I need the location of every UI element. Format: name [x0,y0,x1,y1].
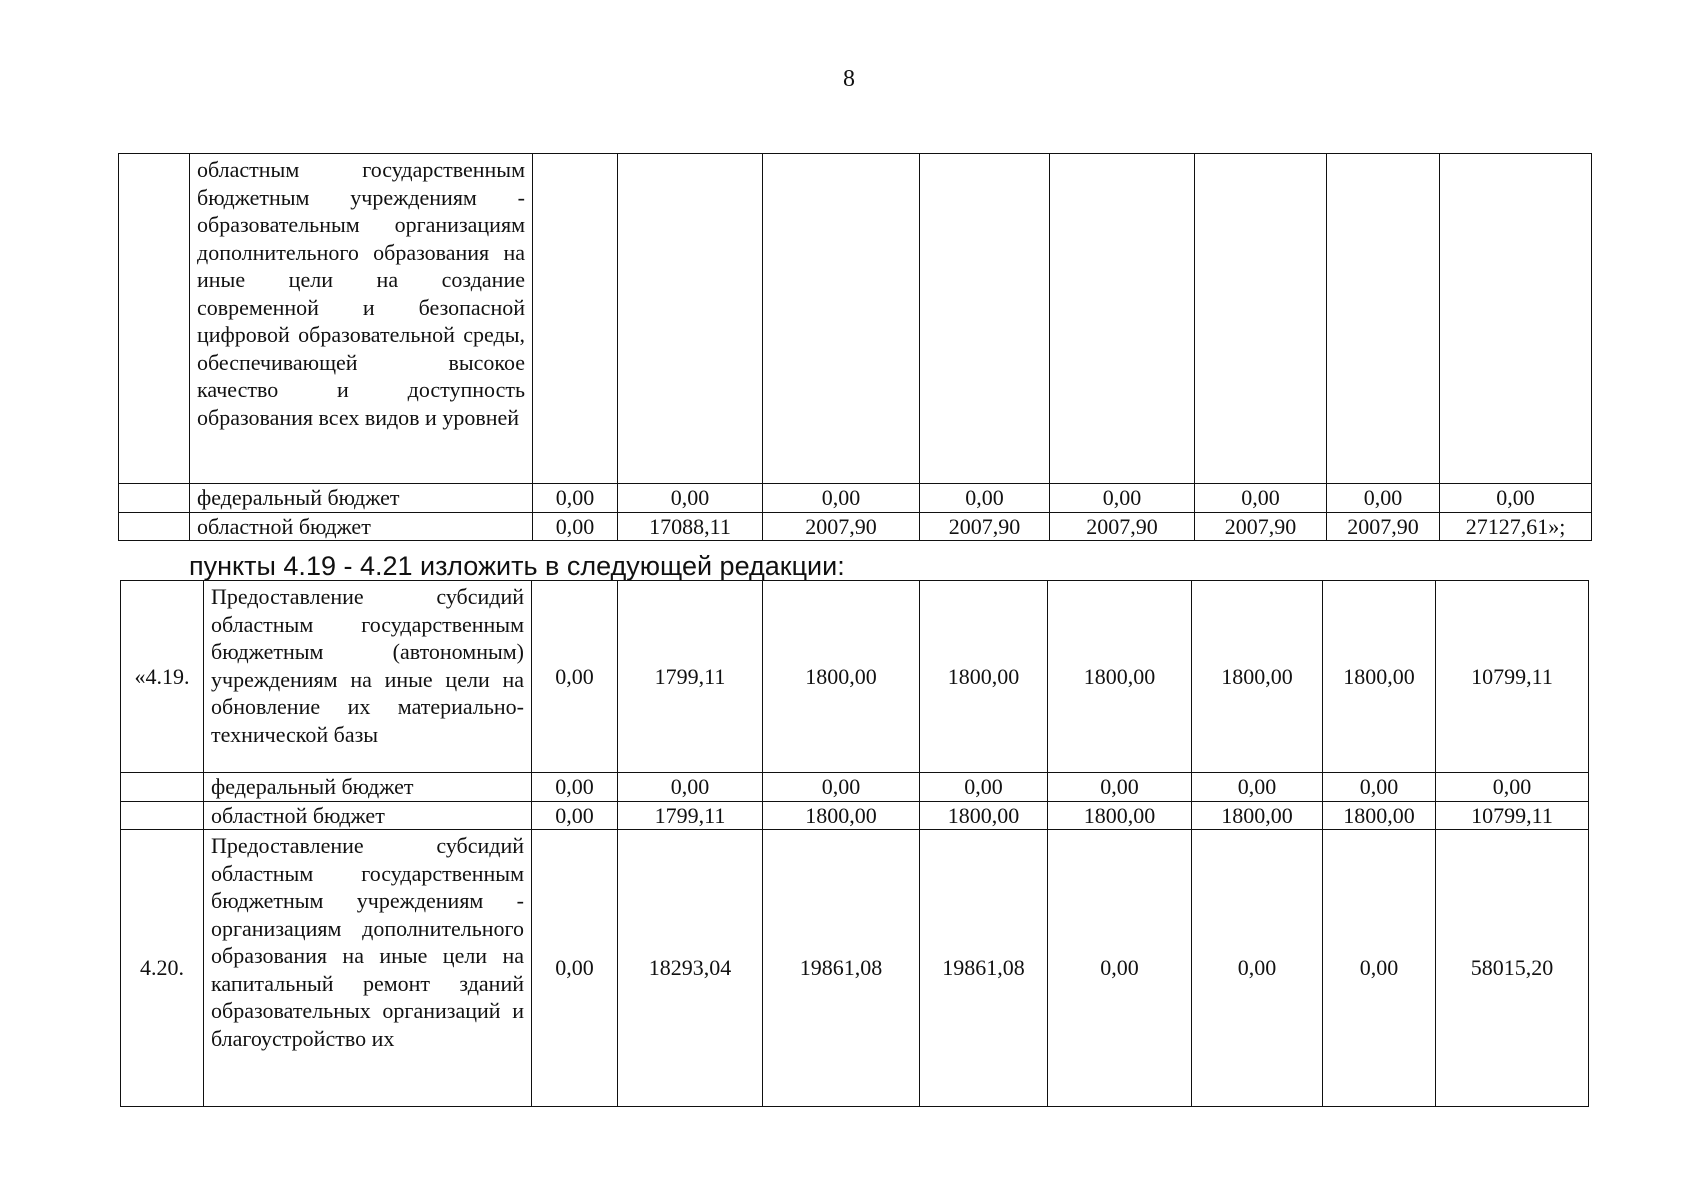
value-cell: 10799,11 [1436,801,1589,830]
budget-table-continuation [118,153,1592,541]
row-number [121,801,204,830]
value-cell: 1800,00 [763,581,920,773]
row-number [119,512,190,541]
value-cell: 2007,90 [1195,512,1327,541]
value-cell: 0,00 [920,484,1050,513]
value-cell: 27127,61»; [1440,512,1592,541]
table-row [121,801,1589,830]
value-cell [1195,154,1327,484]
value-cell: 0,00 [1048,773,1192,802]
row-number [121,773,204,802]
row-number [119,154,190,484]
row-description: Предоставление субсидий областным государственным бюджетным учреждениям - организациям дополнительного образования на иные цели на капитальный ремонт зданий образовательных организаций и благоустройство их [204,830,532,1107]
value-cell: 17088,11 [618,512,763,541]
value-cell: 0,00 [1048,830,1192,1107]
value-cell: 0,00 [1436,773,1589,802]
value-cell: 2007,90 [920,512,1050,541]
value-cell: 0,00 [763,484,920,513]
row-description: федеральный бюджет [190,484,533,513]
value-cell: 1800,00 [1323,581,1436,773]
table-row [119,154,1592,484]
row-description: областной бюджет [190,512,533,541]
value-cell [1327,154,1440,484]
row-description: Предоставление субсидий областным государственным бюджетным (автономным) учреждениям на иные цели на обновление их материально-технической базы [204,581,532,773]
value-cell: 0,00 [1323,773,1436,802]
intro-text: пункты 4.19 - 4.21 изложить в следующей редакции: [189,551,845,581]
page-number: 8 [843,66,855,92]
row-description: областной бюджет [204,801,532,830]
value-cell [533,154,618,484]
value-cell: 1800,00 [763,801,920,830]
value-cell: 0,00 [1192,773,1323,802]
value-cell: 58015,20 [1436,830,1589,1107]
value-cell [618,154,763,484]
value-cell: 0,00 [763,773,920,802]
table-row [121,773,1589,802]
value-cell: 1800,00 [1323,801,1436,830]
value-cell: 1800,00 [920,581,1048,773]
value-cell: 1800,00 [1192,581,1323,773]
budget-table-items [120,580,1589,1107]
value-cell: 1800,00 [1192,801,1323,830]
row-number: «4.19. [121,581,204,773]
value-cell: 0,00 [1440,484,1592,513]
value-cell: 0,00 [532,773,618,802]
value-cell: 0,00 [618,484,763,513]
value-cell: 1799,11 [618,801,763,830]
table-row [119,484,1592,513]
value-cell: 0,00 [1327,484,1440,513]
value-cell [1440,154,1592,484]
value-cell: 19861,08 [763,830,920,1107]
value-cell: 1800,00 [920,801,1048,830]
row-number: 4.20. [121,830,204,1107]
value-cell: 0,00 [532,581,618,773]
value-cell: 0,00 [532,801,618,830]
value-cell: 1799,11 [618,581,763,773]
value-cell: 10799,11 [1436,581,1589,773]
table-row [121,830,1589,1107]
table-row [121,581,1589,773]
value-cell: 19861,08 [920,830,1048,1107]
value-cell: 1800,00 [1048,581,1192,773]
row-number [119,484,190,513]
table-row [119,512,1592,541]
value-cell [920,154,1050,484]
value-cell [1050,154,1195,484]
value-cell: 2007,90 [1050,512,1195,541]
value-cell: 2007,90 [763,512,920,541]
value-cell: 0,00 [920,773,1048,802]
value-cell: 0,00 [533,512,618,541]
value-cell: 0,00 [618,773,763,802]
value-cell: 18293,04 [618,830,763,1107]
value-cell: 1800,00 [1048,801,1192,830]
row-description: областным государственным бюджетным учреждениям - образовательным организациям дополнительного образования на иные цели на создание современной и безопасной цифровой образовательной среды, обеспечивающей высокое качество и доступность образования всех видов и уровней [190,154,533,484]
value-cell: 0,00 [1323,830,1436,1107]
value-cell: 0,00 [532,830,618,1107]
value-cell: 2007,90 [1327,512,1440,541]
value-cell: 0,00 [533,484,618,513]
value-cell: 0,00 [1192,830,1323,1107]
value-cell [763,154,920,484]
row-description: федеральный бюджет [204,773,532,802]
value-cell: 0,00 [1195,484,1327,513]
value-cell: 0,00 [1050,484,1195,513]
